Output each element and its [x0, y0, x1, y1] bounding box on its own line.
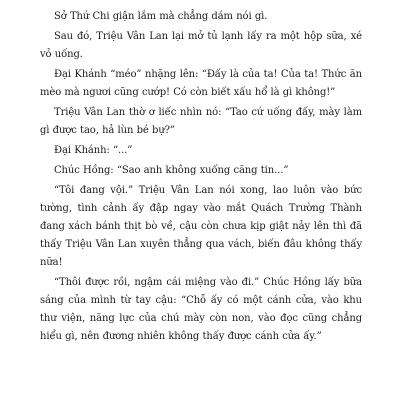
paragraph-4: Triệu Vân Lan thờ ơ liếc nhìn nó: “Tao cứ uống đấy, mày làm gì được tao, hả lùn bé bự?”: [40, 107, 362, 136]
paragraph-8: “Thôi được rồi, ngậm cái miệng vào đi.” Chúc Hồng lấy bữa sáng của mình từ tay cậu: “Chỗ ấy có một cánh cửa, vào khu thư viện, năng lực của chú mày còn non, vào đọc cũng chẳng hiểu gì, nên đương nhiên không thấy được cánh cửa ấy.”: [40, 277, 362, 342]
paragraph-1: Sở Thứ Chi giận lắm mà chẳng dám nói gì.: [54, 11, 268, 22]
paragraph-5: Đại Khánh: “...”: [54, 145, 133, 156]
paragraph-7: “Tôi đang vội.” Triệu Vân Lan nói xong, lao luôn vào bức tường, tình cảnh ấy đập ngay vào mắt Quách Trường Thành đang xách bánh thịt bò về, cậu còn chưa kịp giật nảy lên thì đã thấy Triệu Vân Lan xuyên thẳng qua vách, biến đâu không thấy nữa!: [40, 185, 362, 268]
paragraph-6: Chúc Hồng: “Sao anh không xuống căng tin...”: [54, 165, 289, 176]
paragraph-3: Đại Khánh “méo” nhặng lên: “Đấy là của ta! Của ta! Thức ăn mèo mà ngươi cũng cướp! Có còn biết xấu hổ là gì không!”: [40, 69, 362, 98]
paragraph-2: Sau đó, Triệu Vân Lan lại mở tủ lạnh lấy ra một hộp sữa, xé vỏ uống.: [40, 31, 362, 60]
